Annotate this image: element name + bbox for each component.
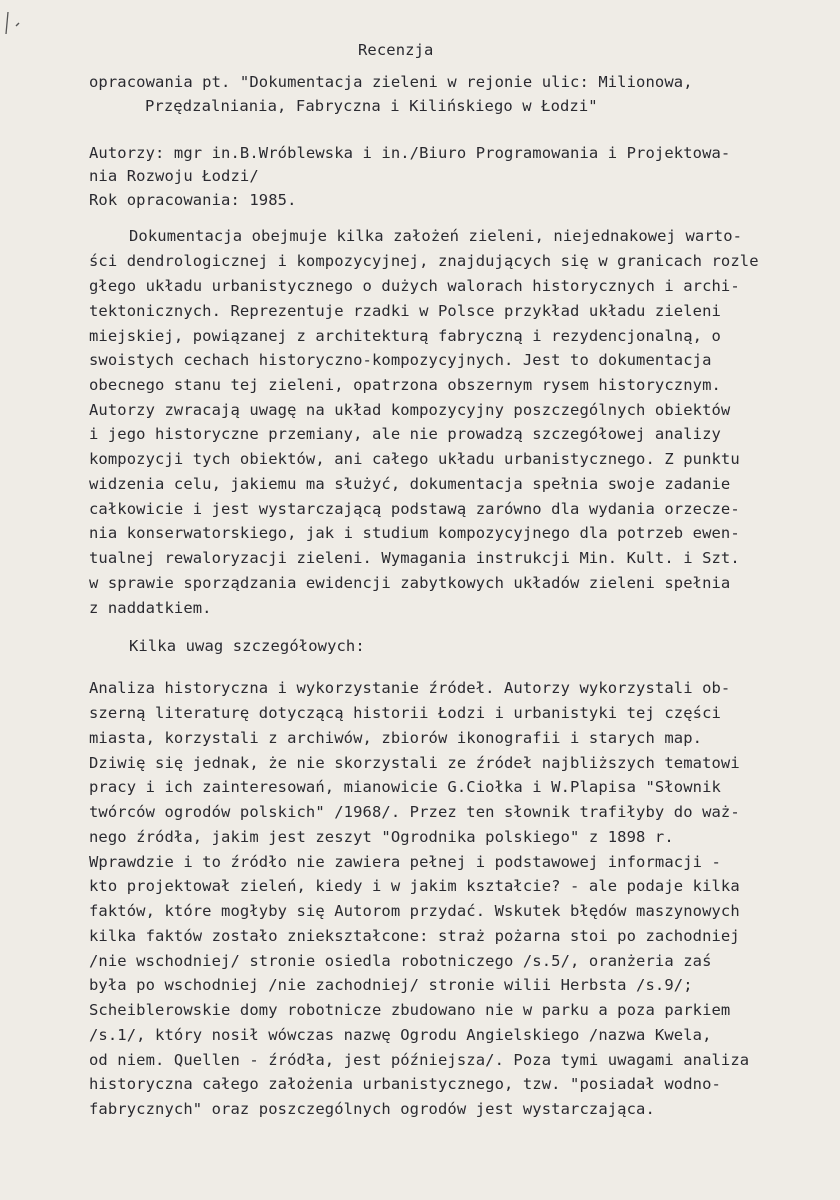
paragraph-line: nia konserwatorskiego, jak i studium kompozycyjnego dla potrzeb ewen- [89, 524, 740, 542]
paragraph-line: kompozycji tych obiektów, ani całego układu urbanistycznego. Z punktu [89, 450, 740, 468]
paragraph-line: głego układu urbanistycznego o dużych walorach historycznych i archi- [89, 277, 740, 295]
paragraph-line: z naddatkiem. [89, 599, 212, 617]
paragraph-line: historyczna całego założenia urbanistycznego, tzw. "posiadał wodno- [89, 1075, 721, 1093]
paragraph-line: była po wschodniej /nie zachodniej/ stronie wilii Herbsta /s.9/; [89, 976, 693, 994]
paragraph-line: kilka faktów zostało zniekształcone: straż pożarna stoi po zachodniej [89, 927, 740, 945]
paragraph-line: tektonicznych. Reprezentuje rzadki w Polsce przykład układu zieleni [89, 302, 721, 320]
year-line: Rok opracowania: 1985. [89, 191, 297, 209]
paragraph-line: Dziwię się jednak, że nie skorzystali ze źródeł najbliższych tematowi [89, 754, 740, 772]
paragraph-line: nego źródła, jakim jest zeszyt "Ogrodnika polskiego" z 1898 r. [89, 828, 674, 846]
authors-line: nia Rozwoju Łodzi/ [89, 167, 259, 185]
paragraph-line: Scheiblerowskie domy robotnicze zbudowano nie w parku a poza parkiem [89, 1001, 731, 1019]
paragraph-line: Dokumentacja obejmuje kilka założeń zieleni, niejednakowej warto- [129, 227, 743, 245]
paragraph-line: obecnego stanu tej zieleni, opatrzona obszernym rysem historycznym. [89, 376, 721, 394]
paragraph-line: swoistych cechach historyczno-kompozycyjnych. Jest to dokumentacja [89, 351, 712, 369]
document-title: Recenzja [358, 41, 434, 59]
paragraph-line: miejskiej, powiązanej z architekturą fabryczną i rezydencjonalną, o [89, 327, 721, 345]
paragraph-line: tualnej rewaloryzacji zieleni. Wymagania instrukcji Min. Kult. i Szt. [89, 549, 740, 567]
paragraph-line: /nie wschodniej/ stronie osiedla robotniczego /s.5/, oranżeria zaś [89, 952, 712, 970]
paragraph-line: Wprawdzie i to źródło nie zawiera pełnej i podstawowej informacji - [89, 853, 721, 871]
paragraph-line: w sprawie sporządzania ewidencji zabytkowych układów zieleni spełnia [89, 574, 731, 592]
subject-line: opracowania pt. "Dokumentacja zieleni w rejonie ulic: Milionowa, [89, 73, 693, 91]
paragraph-line: fabrycznych" oraz poszczególnych ogrodów jest wystarczająca. [89, 1100, 655, 1118]
paragraph-line: twórców ogrodów polskich" /1968/. Przez ten słownik trafiłyby do waż- [89, 803, 740, 821]
paragraph-line: faktów, które mogłyby się Autorom przydać. Wskutek błędów maszynowych [89, 902, 740, 920]
subject-line: Przędzalniania, Fabryczna i Kilińskiego w Łodzi" [145, 97, 598, 115]
authors-line: Autorzy: mgr in.B.Wróblewska i in./Biuro Programowania i Projektowa- [89, 144, 731, 162]
margin-pencil-mark [3, 10, 29, 36]
paragraph-line: Autorzy zwracają uwagę na układ kompozycyjny poszczególnych obiektów [89, 401, 731, 419]
paragraph-line: i jego historyczne przemiany, ale nie prowadzą szczegółowej analizy [89, 425, 721, 443]
paragraph-line: szerną literaturę dotyczącą historii Łodzi i urbanistyki tej części [89, 704, 721, 722]
paragraph-line: miasta, korzystali z archiwów, zbiorów ikonografii i starych map. [89, 729, 703, 747]
paragraph-line: /s.1/, który nosił wówczas nazwę Ogrodu Angielskiego /nazwa Kwela, [89, 1026, 712, 1044]
paragraph-line: kto projektował zieleń, kiedy i w jakim kształcie? - ale podaje kilka [89, 877, 740, 895]
paragraph-line: pracy i ich zainteresowań, mianowicie G.Ciołka i W.Plapisa "Słownik [89, 778, 721, 796]
paragraph-line: od niem. Quellen - źródła, jest późniejsza/. Poza tymi uwagami analiza [89, 1051, 750, 1069]
subheading: Kilka uwag szczegółowych: [129, 637, 365, 655]
paragraph-line: ści dendrologicznej i kompozycyjnej, znajdujących się w granicach rozle [89, 252, 759, 270]
paragraph-line: całkowicie i jest wystarczającą podstawą zarówno dla wydania orzecze- [89, 500, 740, 518]
paragraph-line: widzenia celu, jakiemu ma służyć, dokumentacja spełnia swoje zadanie [89, 475, 731, 493]
paragraph-line: Analiza historyczna i wykorzystanie źródeł. Autorzy wykorzystali ob- [89, 679, 731, 697]
